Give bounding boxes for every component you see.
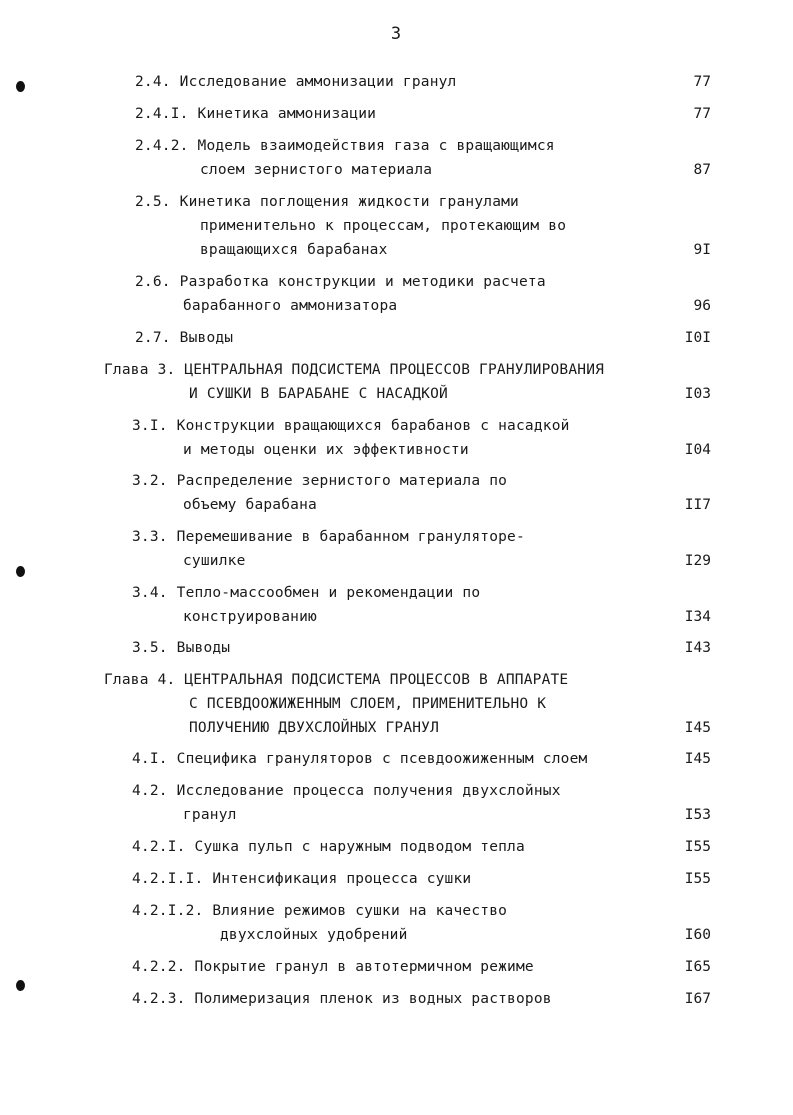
toc-entry-page-number: I55 bbox=[684, 839, 711, 855]
toc-entry-continuation: барабанного аммонизатора bbox=[183, 298, 398, 314]
toc-entry-number: 4.I. bbox=[132, 751, 177, 767]
toc-entry-number: 3.2. bbox=[132, 473, 177, 489]
toc-entry-continuation: И СУШКИ В БАРАБАНЕ С НАСАДКОЙ bbox=[189, 386, 448, 402]
toc-entry-continuation: и методы оценки их эффективности bbox=[183, 442, 469, 458]
toc-entry-line bbox=[132, 990, 552, 1008]
toc-entry-number: 4.2.I.I. bbox=[132, 871, 213, 887]
toc-entry-continuation: двухслойных удобрений bbox=[220, 927, 408, 943]
toc-entry-title: Выводы bbox=[179, 330, 234, 346]
toc-entry-line bbox=[132, 639, 230, 657]
margin-dot-mark bbox=[16, 81, 25, 92]
toc-entry-number: 2.4.I. bbox=[135, 106, 198, 122]
toc-entry-title: Распределение зернистого материала по bbox=[176, 473, 508, 489]
toc-entry-line bbox=[135, 73, 456, 91]
toc-entry-title: ЦЕНТРАЛЬНАЯ ПОДСИСТЕМА ПРОЦЕССОВ В АППАРАТЕ bbox=[184, 672, 569, 688]
toc-entry-number: 2.6. bbox=[135, 274, 180, 290]
toc-entry-page-number: I43 bbox=[684, 640, 711, 656]
toc-entry-title: Кинетика аммонизации bbox=[197, 106, 377, 122]
page-number: 3 bbox=[390, 24, 403, 44]
toc-entry-line bbox=[135, 105, 376, 123]
toc-entry-continuation: сушилке bbox=[183, 553, 246, 569]
toc-entry-line bbox=[104, 671, 568, 689]
toc-entry-title: Конструкции вращающихся барабанов с насадкой bbox=[176, 418, 570, 434]
toc-entry-line bbox=[132, 838, 525, 856]
toc-entry-page-number: I45 bbox=[684, 720, 711, 736]
toc-entry-page-number: 96 bbox=[693, 298, 711, 314]
toc-entry-number: 2.7. bbox=[135, 330, 180, 346]
toc-entry-continuation: применительно к процессам, протекающим во bbox=[200, 218, 567, 234]
toc-entry-continuation: ПОЛУЧЕНИЮ ДВУХСЛОЙНЫХ ГРАНУЛ bbox=[189, 720, 440, 736]
toc-entry-number: 2.4. bbox=[135, 74, 180, 90]
toc-entry-page-number: I53 bbox=[684, 807, 711, 823]
toc-entry-page-number: I55 bbox=[684, 871, 711, 887]
toc-entry-line bbox=[132, 750, 587, 768]
toc-entry-title: ЦЕНТРАЛЬНАЯ ПОДСИСТЕМА ПРОЦЕССОВ ГРАНУЛИРОВАНИЯ bbox=[184, 362, 605, 378]
toc-entry-page-number: I34 bbox=[684, 609, 711, 625]
toc-entry-continuation: конструированию bbox=[183, 609, 317, 625]
toc-entry-page-number: I65 bbox=[684, 959, 711, 975]
toc-entry-continuation: слоем зернистого материала bbox=[200, 162, 433, 178]
toc-entry-title: Исследование аммонизации гранул bbox=[179, 74, 457, 90]
toc-entry-number: 3.3. bbox=[132, 529, 177, 545]
toc-entry-number: 4.2.2. bbox=[132, 959, 195, 975]
toc-entry-page-number: 77 bbox=[693, 74, 711, 90]
toc-entry-line bbox=[132, 584, 480, 602]
toc-entry-line bbox=[132, 472, 507, 490]
toc-entry-page-number: I0I bbox=[684, 330, 711, 346]
toc-entry-line bbox=[135, 273, 546, 291]
margin-dot-mark bbox=[16, 980, 25, 991]
toc-entry-line bbox=[132, 958, 534, 976]
toc-entry-page-number: II7 bbox=[684, 497, 711, 513]
toc-entry-page-number: I03 bbox=[684, 386, 711, 402]
toc-entry-line bbox=[135, 137, 555, 155]
toc-entry-title: Полимеризация пленок из водных растворов bbox=[194, 991, 552, 1007]
toc-entry-title: Специфика грануляторов с псевдоожиженным слоем bbox=[176, 751, 588, 767]
toc-entry-number: Глава 4. bbox=[104, 672, 185, 688]
toc-entry-title: Исследование процесса получения двухслойных bbox=[176, 783, 561, 799]
toc-entry-page-number: I60 bbox=[684, 927, 711, 943]
toc-entry-line bbox=[135, 329, 233, 347]
toc-entry-line bbox=[132, 417, 570, 435]
toc-entry-page-number: 77 bbox=[693, 106, 711, 122]
toc-entry-number: 2.4.2. bbox=[135, 138, 198, 154]
toc-entry-title: Интенсификация процесса сушки bbox=[212, 871, 472, 887]
toc-entry-page-number: I67 bbox=[684, 991, 711, 1007]
toc-entry-title: Тепло-массообмен и рекомендации по bbox=[176, 585, 481, 601]
toc-entry-number: 4.2. bbox=[132, 783, 177, 799]
toc-entry-page-number: I29 bbox=[684, 553, 711, 569]
toc-entry-line bbox=[132, 782, 561, 800]
toc-entry-number: 4.2.3. bbox=[132, 991, 195, 1007]
toc-entry-title: Влияние режимов сушки на качество bbox=[212, 903, 508, 919]
toc-entry-number: 4.2.I. bbox=[132, 839, 195, 855]
toc-entry-title: Кинетика поглощения жидкости гранулами bbox=[179, 194, 519, 210]
toc-entry-number: 2.5. bbox=[135, 194, 180, 210]
toc-entry-line bbox=[104, 361, 604, 379]
toc-entry-title: Разработка конструкции и методики расчета bbox=[179, 274, 546, 290]
toc-entry-page-number: 87 bbox=[693, 162, 711, 178]
toc-entry-number: 3.5. bbox=[132, 640, 177, 656]
toc-entry-title: Перемешивание в барабанном грануляторе- bbox=[176, 529, 525, 545]
toc-entry-title: Выводы bbox=[176, 640, 231, 656]
toc-entry-line bbox=[135, 193, 519, 211]
toc-entry-line bbox=[132, 870, 471, 888]
margin-dot-mark bbox=[16, 566, 25, 577]
toc-entry-number: 3.I. bbox=[132, 418, 177, 434]
toc-entry-continuation: вращающихся барабанах bbox=[200, 242, 388, 258]
toc-entry-continuation: объему барабана bbox=[183, 497, 317, 513]
toc-entry-title: Сушка пульп с наружным подводом тепла bbox=[194, 839, 525, 855]
toc-entry-line bbox=[132, 528, 525, 546]
toc-entry-page-number: 9I bbox=[693, 242, 711, 258]
toc-entry-page-number: I04 bbox=[684, 442, 711, 458]
toc-entry-title: Покрытие гранул в автотермичном режиме bbox=[194, 959, 534, 975]
toc-entry-continuation: гранул bbox=[183, 807, 237, 823]
toc-entry-title: Модель взаимодействия газа с вращающимся bbox=[197, 138, 555, 154]
toc-entry-number: 4.2.I.2. bbox=[132, 903, 213, 919]
toc-entry-number: Глава 3. bbox=[104, 362, 185, 378]
toc-entry-number: 3.4. bbox=[132, 585, 177, 601]
toc-entry-page-number: I45 bbox=[684, 751, 711, 767]
toc-entry-line bbox=[132, 902, 507, 920]
toc-entry-continuation: С ПСЕВДООЖИЖЕННЫМ СЛОЕМ, ПРИМЕНИТЕЛЬНО К bbox=[189, 696, 547, 712]
